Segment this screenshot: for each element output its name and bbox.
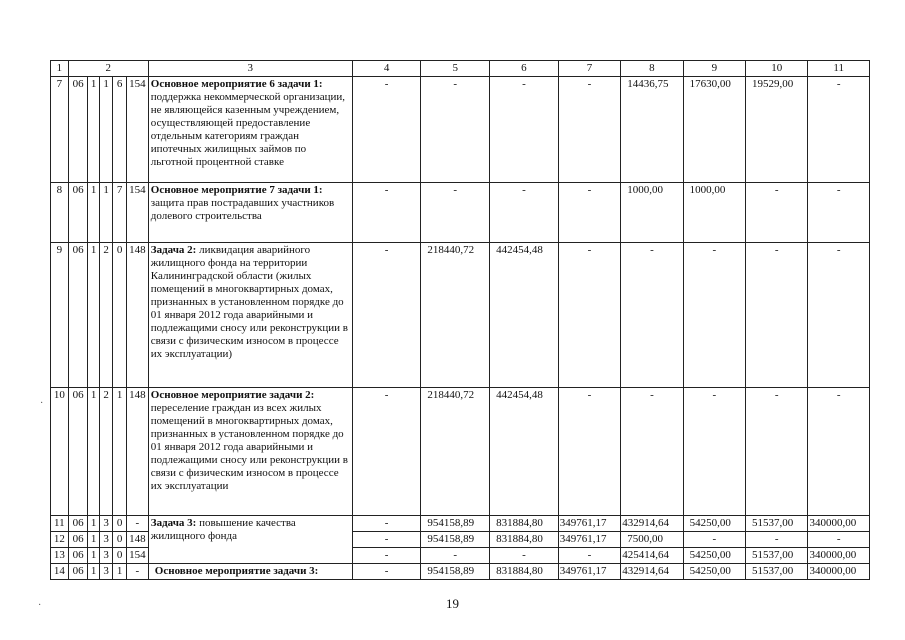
code-cell: 1 xyxy=(88,243,99,388)
code-cell: 06 xyxy=(68,532,88,548)
value-cell: 954158,89 xyxy=(421,564,490,580)
row-number: 12 xyxy=(51,532,69,548)
value-cell: - xyxy=(352,532,421,548)
code-cell: 6 xyxy=(113,77,127,183)
row-number: 8 xyxy=(51,183,69,243)
table-row xyxy=(51,516,870,532)
row-number: 7 xyxy=(51,77,69,183)
value-cell: 432914,64 xyxy=(621,564,683,580)
value-cell: 51537,00 xyxy=(746,564,808,580)
code-cell: 148 xyxy=(126,388,148,516)
code-cell: 3 xyxy=(99,516,113,532)
code-cell: - xyxy=(126,516,148,532)
value-cell: - xyxy=(352,388,421,516)
value-cell: - xyxy=(558,183,620,243)
value-cell: - xyxy=(421,183,490,243)
value-cell: - xyxy=(808,388,870,516)
col-header: 10 xyxy=(746,61,808,77)
value-cell: 425414,64 xyxy=(621,548,683,564)
value-cell: 831884,80 xyxy=(490,564,559,580)
row-number: 10 xyxy=(51,388,69,516)
scan-speck: · xyxy=(38,600,42,611)
value-cell: - xyxy=(621,243,683,388)
code-cell: 1 xyxy=(88,564,99,580)
value-cell: 218440,72 xyxy=(421,388,490,516)
code-cell: 154 xyxy=(126,77,148,183)
col-header: 11 xyxy=(808,61,870,77)
col-header: 4 xyxy=(352,61,421,77)
description-heading: Задача 3: xyxy=(150,517,197,529)
value-cell: 54250,00 xyxy=(683,564,745,580)
value-cell: - xyxy=(621,388,683,516)
table-row xyxy=(51,243,870,388)
code-cell: 06 xyxy=(68,516,88,532)
code-cell: 148 xyxy=(126,532,148,548)
description-heading: Основное мероприятие задачи 3: xyxy=(154,565,319,577)
value-cell: 218440,72 xyxy=(421,243,490,388)
code-cell: 0 xyxy=(113,548,127,564)
row-number: 14 xyxy=(51,564,69,580)
value-cell: 54250,00 xyxy=(683,516,745,532)
code-cell: 148 xyxy=(126,243,148,388)
value-cell: - xyxy=(808,183,870,243)
description-text: переселение граждан из всех жилых помещений в многоквартирных домах, признанных в установленном порядке до 01 января 2012 года аварийными и подлежащими сносу или реконструкции в связи с физическим износом в процессе их эксплуатации xyxy=(150,402,348,492)
code-cell: 06 xyxy=(68,183,88,243)
value-cell: - xyxy=(746,243,808,388)
row-number: 11 xyxy=(51,516,69,532)
code-cell: 1 xyxy=(88,532,99,548)
value-cell: 349761,17 xyxy=(558,516,620,532)
code-cell: 2 xyxy=(99,243,113,388)
value-cell: - xyxy=(808,243,870,388)
value-cell: - xyxy=(808,77,870,183)
code-cell: 2 xyxy=(99,388,113,516)
col-header: 1 xyxy=(51,61,69,77)
table-row xyxy=(51,77,870,183)
col-header: 2 xyxy=(68,61,148,77)
value-cell: 831884,80 xyxy=(490,532,559,548)
column-numbers-row xyxy=(51,61,870,77)
code-cell: 06 xyxy=(68,548,88,564)
description-heading: Основное мероприятие 6 задачи 1: xyxy=(150,78,323,90)
row-description xyxy=(148,77,352,183)
description-heading: Основное мероприятие задачи 2: xyxy=(150,389,315,401)
value-cell: - xyxy=(683,532,745,548)
value-cell: 349761,17 xyxy=(558,532,620,548)
code-cell: 3 xyxy=(99,548,113,564)
value-cell: - xyxy=(558,388,620,516)
value-cell: - xyxy=(558,548,620,564)
value-cell: - xyxy=(421,77,490,183)
scan-speck: · xyxy=(40,398,44,409)
value-cell: 51537,00 xyxy=(746,548,808,564)
value-cell: 14436,75 xyxy=(621,77,683,183)
value-cell: - xyxy=(352,548,421,564)
value-cell: - xyxy=(490,77,559,183)
value-cell: 442454,48 xyxy=(490,388,559,516)
value-cell: - xyxy=(746,183,808,243)
code-cell: 06 xyxy=(68,564,88,580)
description-heading: Задача 2: xyxy=(150,244,197,256)
code-cell: 3 xyxy=(99,532,113,548)
col-header: 9 xyxy=(683,61,745,77)
value-cell: - xyxy=(746,388,808,516)
value-cell: 954158,89 xyxy=(421,532,490,548)
table-row xyxy=(51,564,870,580)
code-cell: 06 xyxy=(68,388,88,516)
value-cell: 7500,00 xyxy=(621,532,683,548)
value-cell: 51537,00 xyxy=(746,516,808,532)
value-cell: - xyxy=(352,183,421,243)
value-cell: 1000,00 xyxy=(683,183,745,243)
value-cell: 340000,00 xyxy=(808,564,870,580)
row-description xyxy=(148,516,352,564)
value-cell: 831884,80 xyxy=(490,516,559,532)
row-description xyxy=(148,388,352,516)
row-description xyxy=(148,183,352,243)
col-header: 7 xyxy=(558,61,620,77)
budget-table xyxy=(50,60,870,580)
code-cell: 3 xyxy=(99,564,113,580)
value-cell: - xyxy=(558,243,620,388)
row-description xyxy=(148,564,352,580)
value-cell: 1000,00 xyxy=(621,183,683,243)
value-cell: - xyxy=(558,77,620,183)
code-cell: 1 xyxy=(88,183,99,243)
value-cell: 349761,17 xyxy=(558,564,620,580)
value-cell: - xyxy=(490,548,559,564)
code-cell: 1 xyxy=(99,77,113,183)
code-cell: - xyxy=(126,564,148,580)
col-header: 6 xyxy=(490,61,559,77)
col-header: 5 xyxy=(421,61,490,77)
description-text: поддержка некоммерческой организации, не являющейся казенным учреждением, осуществляющей предоставление отдельным категориям граждан ипотечных жилищных займов по льготной процентной ставке xyxy=(150,91,346,168)
value-cell: - xyxy=(421,548,490,564)
value-cell: - xyxy=(746,532,808,548)
value-cell: - xyxy=(808,532,870,548)
value-cell: - xyxy=(352,516,421,532)
value-cell: - xyxy=(490,183,559,243)
value-cell: 19529,00 xyxy=(746,77,808,183)
row-number: 9 xyxy=(51,243,69,388)
value-cell: - xyxy=(683,243,745,388)
code-cell: 1 xyxy=(99,183,113,243)
row-description xyxy=(148,243,352,388)
description-text: защита прав пострадавших участников долевого строительства xyxy=(150,197,335,222)
value-cell: 54250,00 xyxy=(683,548,745,564)
value-cell: - xyxy=(683,388,745,516)
value-cell: 340000,00 xyxy=(808,548,870,564)
code-cell: 0 xyxy=(113,243,127,388)
value-cell: 432914,64 xyxy=(621,516,683,532)
table-row xyxy=(51,183,870,243)
value-cell: 17630,00 xyxy=(683,77,745,183)
col-header: 8 xyxy=(621,61,683,77)
value-cell: 442454,48 xyxy=(490,243,559,388)
description-text: повышение качества жилищного фонда xyxy=(150,517,296,542)
table-row xyxy=(51,388,870,516)
code-cell: 1 xyxy=(113,388,127,516)
code-cell: 1 xyxy=(88,77,99,183)
row-number: 13 xyxy=(51,548,69,564)
description-text: ликвидация аварийного жилищного фонда на территории Калининградской области (жилых помещений в многоквартирных домах, признанных в установленном порядке до 01 января 2012 года аварийными и подлежащими сносу или реконструкции в связи с физическим износом в процессе их эксплуатации) xyxy=(150,244,348,360)
description-heading: Основное мероприятие 7 задачи 1: xyxy=(150,184,323,196)
code-cell: 154 xyxy=(126,548,148,564)
code-cell: 7 xyxy=(113,183,127,243)
col-header: 3 xyxy=(148,61,352,77)
code-cell: 1 xyxy=(88,388,99,516)
value-cell: - xyxy=(352,564,421,580)
value-cell: - xyxy=(352,243,421,388)
value-cell: 340000,00 xyxy=(808,516,870,532)
code-cell: 06 xyxy=(68,77,88,183)
code-cell: 1 xyxy=(113,564,127,580)
code-cell: 0 xyxy=(113,532,127,548)
value-cell: - xyxy=(352,77,421,183)
value-cell: 954158,89 xyxy=(421,516,490,532)
code-cell: 1 xyxy=(88,548,99,564)
code-cell: 0 xyxy=(113,516,127,532)
code-cell: 1 xyxy=(88,516,99,532)
code-cell: 06 xyxy=(68,243,88,388)
page-number: 19 xyxy=(446,596,459,611)
code-cell: 154 xyxy=(126,183,148,243)
